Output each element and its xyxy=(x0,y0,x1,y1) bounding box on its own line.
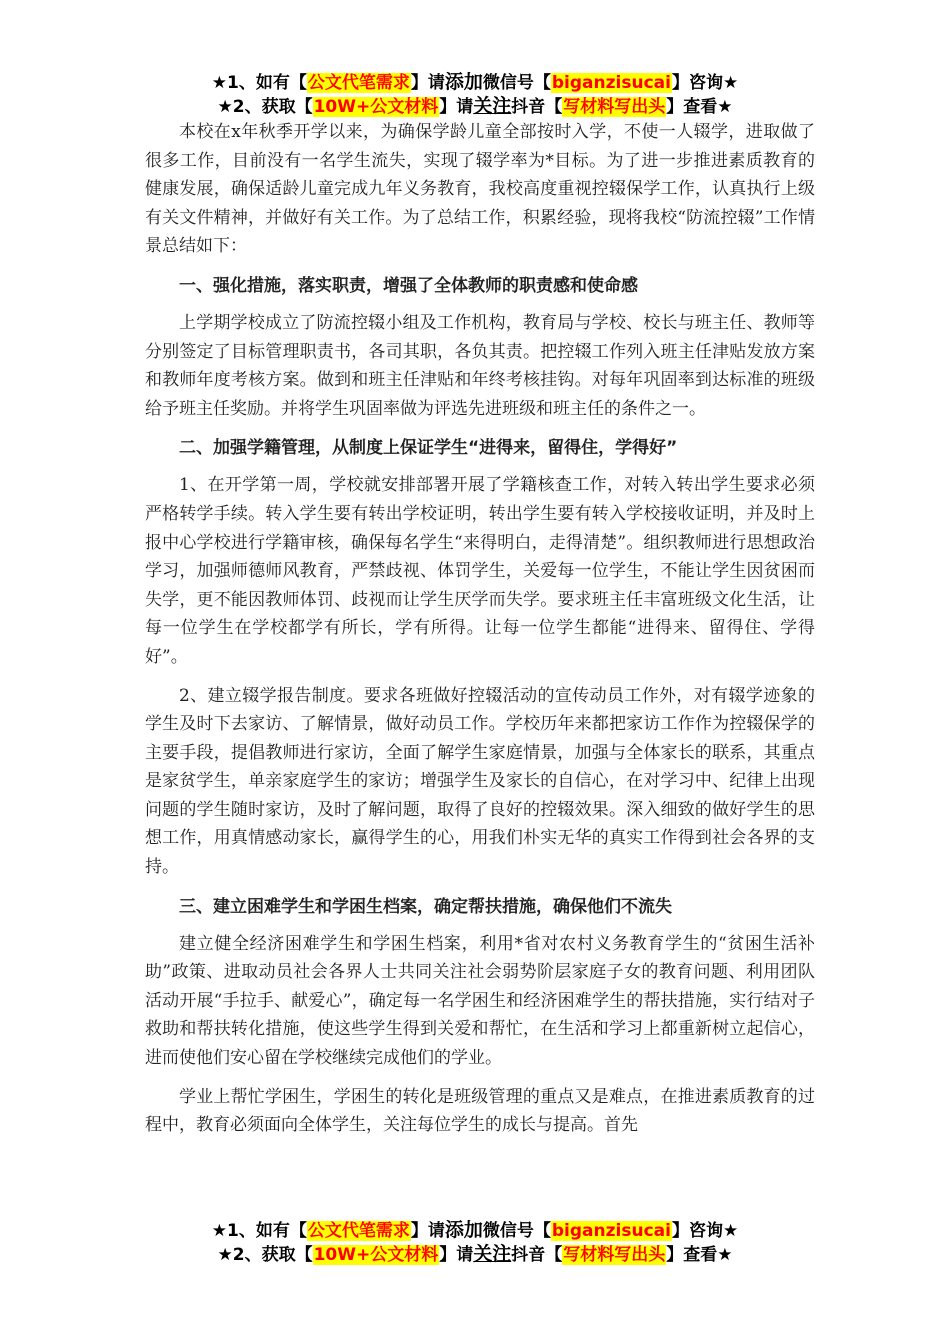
star-icon: ★ xyxy=(211,73,228,93)
banner-text: 抖音【 xyxy=(511,1245,563,1265)
banner-text: 】请 xyxy=(439,97,474,117)
banner-text: 1、如有【 xyxy=(227,73,307,93)
banner-text: 微信号【 xyxy=(482,73,551,93)
section-3-paragraph-2: 学业上帮忙学困生，学困生的转化是班级管理的重点又是难点，在推进素质教育的过程中，教育必须面向全体学生，关注每位学生的成长与提高。首先 xyxy=(145,1086,815,1136)
banner-emphasis: 关注 xyxy=(473,1243,512,1265)
star-icon: ★ xyxy=(217,1245,233,1265)
star-icon: ★ xyxy=(211,1221,228,1241)
banner-text: 】请 xyxy=(410,1221,445,1241)
section-2-paragraph-1: 1、在开学第一周，学校就安排部署开展了学籍核查工作，对转入转出学生要求必须严格转学手续。转入学生要有转出学校证明，转出学生要有转入学校接收证明，并及时上报中心学校进行学籍审核，确保每名学生“来得明白，走得清楚”。组织教师进行思想政治学习，加强师德师风教育，严禁歧视、体罚学生，关爱每一位学生，不能让学生因贫困而失学，更不能因教师体罚、歧视而让学生厌学而失学。要求班主任丰富班级文化生活，让每一位学生在学校都学有所长，学有所得。让每一位学生都能“进得来、留得住、学得好”。 xyxy=(145,475,815,667)
section-2-paragraph-2: 2、建立辍学报告制度。要求各班做好控辍活动的宣传动员工作外，对有辍学迹象的学生及时下去家访、了解情景，做好动员工作。学校历年来都把家访工作作为控辍保学的主要手段，提倡教师进行家访，全面了解学生家庭情景，加强与全体家长的联系，其重点是家贫学生，单亲家庭学生的家访；增强学生及家长的自信心，在对学习中、纪律上出现问题的学生随时家访，及时了解问题，取得了良好的控辍效果。深入细致的做好学生的思想工作，用真情感动家长，赢得学生的心，用我们朴实无华的真实工作得到社会各界的支持。 xyxy=(145,685,815,878)
banner-text: 2、获取【 xyxy=(232,1245,313,1265)
star-icon: ★ xyxy=(217,97,233,117)
banner-text: 2、获取【 xyxy=(232,97,313,117)
highlight-wechat-id: biganzisucai xyxy=(551,73,671,93)
banner-text: 】查看★ xyxy=(666,1245,733,1265)
banner-text: 】咨询★ xyxy=(671,1221,739,1241)
banner-text: 1、如有【 xyxy=(227,1221,307,1241)
section-heading-3: 三、建立困难学生和学困生档案，确定帮扶措施，确保他们不流失 xyxy=(179,896,672,917)
highlight-wechat-id: biganzisucai xyxy=(551,1221,671,1241)
section-1-paragraph: 上学期学校成立了防流控辍小组及工作机构，教育局与学校、校长与班主任、教师等分别签定了目标管理职责书，各司其职，各负其责。把控辍工作列入班主任津贴发放方案和教师年度考核方案。做到和班主任津贴和年终考核挂钩。对每年巩固率到达标准的班级给予班主任奖励。并将学生巩固率做为评选先进班级和班主任的条件之一。 xyxy=(145,312,815,419)
highlight-materials: 10W+公文材料 xyxy=(313,97,439,117)
section-heading-1: 一、强化措施，落实职责，增强了全体教师的职责感和使命感 xyxy=(179,275,638,296)
banner-emphasis: 添加 xyxy=(444,1219,483,1241)
banner-text: 】请 xyxy=(439,1245,474,1265)
intro-paragraph: 本校在x年秋季开学以来，为确保学龄儿童全部按时入学，不使一人辍学，进取做了很多工作，目前没有一名学生流失，实现了辍学率为*目标。为了进一步推进素质教育的健康发展，确保适龄儿童完成九年义务教育，我校高度重视控辍保学工作，认真执行上级有关文件精神，并做好有关工作。为了总结工作，积累经验，现将我校“防流控辍”工作情景总结如下： xyxy=(145,122,815,257)
document-body xyxy=(145,118,815,1208)
banner-text: 】查看★ xyxy=(666,97,733,117)
highlight-douyin: 写材料写出头 xyxy=(563,1245,666,1265)
highlight-service: 公文代笔需求 xyxy=(307,73,410,93)
highlight-service: 公文代笔需求 xyxy=(307,1221,410,1241)
banner-text: 抖音【 xyxy=(511,97,563,117)
top-banner-line-1 xyxy=(0,70,950,94)
banner-text: 微信号【 xyxy=(482,1221,551,1241)
top-banner-line-2 xyxy=(0,94,950,118)
section-heading-2: 二、加强学籍管理，从制度上保证学生“进得来，留得住，学得好” xyxy=(179,438,678,459)
bottom-banner-line-1 xyxy=(0,1218,950,1242)
banner-text: 】请 xyxy=(410,73,445,93)
banner-emphasis: 关注 xyxy=(473,95,512,117)
highlight-materials: 10W+公文材料 xyxy=(313,1245,439,1265)
highlight-douyin: 写材料写出头 xyxy=(563,97,666,117)
bottom-banner-line-2 xyxy=(0,1242,950,1266)
banner-text: 】咨询★ xyxy=(671,73,739,93)
section-3-paragraph-1: 建立健全经济困难学生和学困生档案，利用*省对农村义务教育学生的“贫困生活补助”政策、进取动员社会各界人士共同关注社会弱势阶层家庭子女的教育问题、利用团队活动开展“手拉手、献爱心”，确定每一名学困生和经济困难学生的帮扶措施，实行结对子救助和帮扶转化措施，使这些学生得到关爱和帮忙，在生活和学习上都重新树立起信心，进而使他们安心留在学校继续完成他们的学业。 xyxy=(145,933,815,1069)
banner-emphasis: 添加 xyxy=(444,71,483,93)
